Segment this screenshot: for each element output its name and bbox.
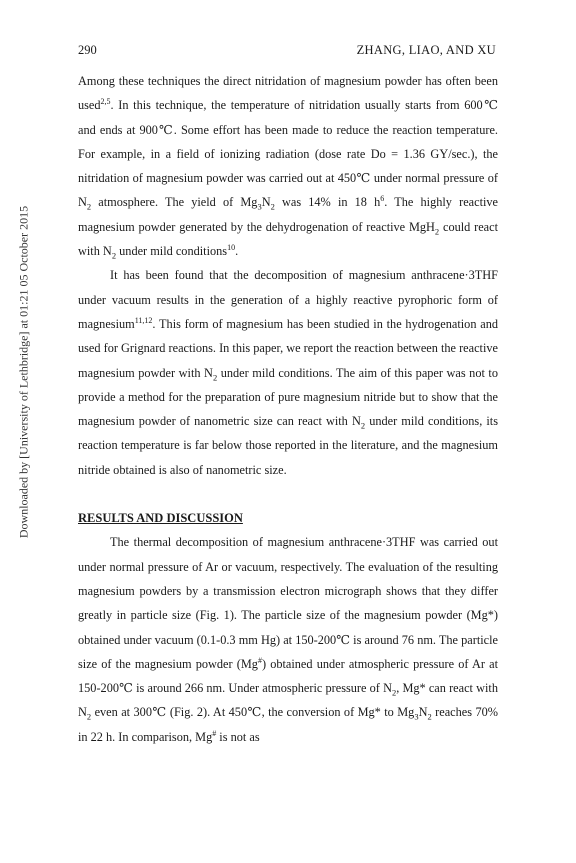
- citation-ref: 6: [380, 194, 385, 204]
- citation-ref: 2,5: [100, 97, 111, 107]
- text-run: is not as: [216, 729, 260, 744]
- subscript: 2: [391, 687, 397, 698]
- subscript: 2: [86, 711, 92, 722]
- text-run: under mild conditions. The aim of this paper was not to provide a method for the preparation of pure magnesium nitride but to show that the magnesium powder of nanometric size can react with N: [78, 365, 498, 429]
- text-run: under mild conditions: [116, 244, 228, 259]
- paragraph-nitridation-methods: [78, 69, 498, 263]
- text-run: under mild conditions, its reaction temperature is far below those reported in the literature, and the magnesium nitride obtained is also of nanometric size.: [78, 414, 498, 477]
- subscript: 2: [434, 226, 440, 237]
- text-run: could react with N: [78, 219, 498, 259]
- citation-ref: 10: [227, 242, 236, 252]
- text-run: N: [261, 195, 271, 210]
- subscript: 2: [86, 201, 92, 212]
- running-head: ZHANG, LIAO, AND XU: [356, 43, 496, 57]
- text-run: atmosphere. The yield of Mg: [91, 195, 258, 210]
- subscript: 2: [212, 372, 218, 383]
- superscript: #: [212, 728, 217, 738]
- article-body: [78, 69, 498, 749]
- subscript: 3: [414, 711, 419, 722]
- download-stamp-text: Downloaded by [University of Lethbridge] at 01:21 05 October 2015: [16, 205, 31, 539]
- text-run: The thermal decomposition of magnesium anthracene·3THF was carried out under normal pressure of Ar or vacuum, respectively. The evaluation of the resulting magnesium powders by a transmission electron micrograph shows that they differ greatly in particle size (Fig. 1). The particle size of the magnesium powder (Mg*) obtained under vacuum (0.1-0.3 mm Hg) at 150-200℃ is around 76 nm. The particle size of the magnesium powder (Mg: [78, 535, 498, 671]
- text-run: reaches 70% in 22 h. In comparison, Mg: [78, 705, 498, 744]
- subscript: 3: [257, 201, 262, 212]
- text-run: Among these techniques the direct nitridation of magnesium powder has often been used: [78, 74, 498, 113]
- text-run: , Mg* can react with N: [78, 681, 498, 720]
- text-run: . The highly reactive magnesium powder generated by the dehydrogenation of reactive MgH: [78, 195, 499, 234]
- text-run: N: [418, 705, 428, 720]
- paragraph-anthracene-decomposition: [78, 263, 498, 482]
- citation-ref: 11,12: [134, 315, 153, 325]
- subscript: 2: [270, 201, 275, 212]
- subscript: 2: [360, 420, 366, 431]
- page-number: 290: [78, 43, 97, 57]
- text-run: ) obtained under atmospheric pressure of Ar at 150-200℃ is around 266 nm. Under atmospheric pressure of N: [78, 656, 498, 696]
- text-run: was 14% in 18 h: [274, 195, 381, 210]
- superscript: #: [257, 655, 262, 665]
- paragraph-results: [78, 530, 498, 749]
- section-heading: RESULTS AND DISCUSSION: [78, 511, 243, 526]
- text-run: . In this technique, the temperature of nitridation usually starts from 600℃ and ends at 900℃. Some effort has been made to reduce the reaction temperature. For example, in a field of ionizing radiation (dose rate Do = 1.36 GY/sec.), the nitridation of magnesium powder was carried out at 450℃ under normal pressure of N: [78, 98, 498, 210]
- text-run: .: [235, 244, 239, 259]
- subscript: 2: [111, 250, 117, 261]
- subscript: 2: [427, 711, 432, 722]
- text-run: It has been found that the decomposition of magnesium anthracene·3THF under vacuum results in the generation of a highly reactive pyrophoric form of magnesium: [78, 268, 498, 331]
- text-run: . This form of magnesium has been studied in the hydrogenation and used for Grignard reactions. In this paper, we report the reaction between the reactive magnesium powder with N: [78, 316, 498, 380]
- text-run: even at 300℃ (Fig. 2). At 450℃, the conversion of Mg* to Mg: [91, 705, 415, 720]
